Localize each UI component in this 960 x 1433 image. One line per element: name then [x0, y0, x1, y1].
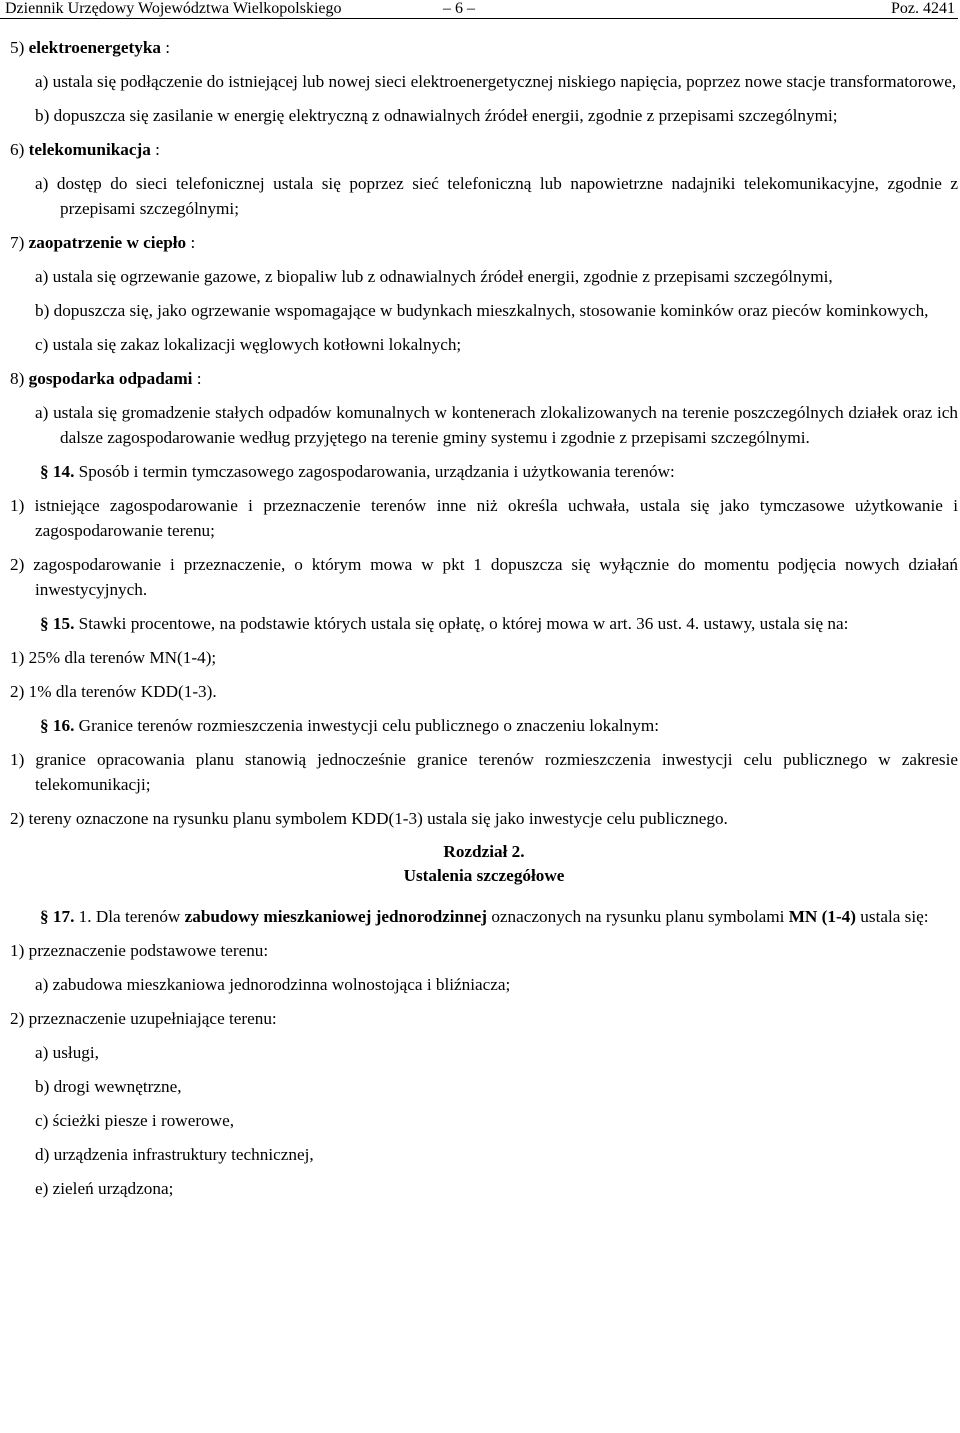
section-7-heading: 7) zaopatrzenie w ciepło : — [10, 233, 196, 252]
paragraph-17: § 17. 1. Dla terenów zabudowy mieszkaniowej jednorodzinnej oznaczonych na rysunku planu symbolami MN (1-4) ustala się: — [40, 907, 929, 926]
paragraph-14-label: § 14. — [40, 462, 75, 481]
paragraph-14-item-1: 1) istniejące zagospodarowanie i przeznaczenie terenów inne niż określa uchwała, ustala się jako tymczasowe użytkowanie i zagospodarowanie terenu; — [10, 496, 958, 540]
chapter-heading — [10, 840, 958, 888]
paragraph-17-item-1a: a) zabudowa mieszkaniowa jednorodzinna wolnostojąca i bliźniacza; — [35, 975, 511, 994]
paragraph-17-item-2a: a) usługi, — [35, 1043, 99, 1062]
paragraph-14: § 14. Sposób i termin tymczasowego zagospodarowania, urządzania i użytkowania terenów: — [40, 462, 675, 481]
paragraph-15-item-1: 1) 25% dla terenów MN(1-4); — [10, 648, 217, 667]
page-number: – 6 – — [443, 0, 475, 17]
section-5-item-a: a) ustala się podłączenie do istniejącej lub nowej sieci elektroenergetycznej niskiego napięcia, poprzez nowe stacje transformatorowe, — [35, 72, 957, 91]
paragraph-17-item-2b: b) drogi wewnętrzne, — [35, 1077, 182, 1096]
paragraph-16: § 16. Granice terenów rozmieszczenia inwestycji celu publicznego o znaczeniu lokalnym: — [40, 716, 659, 735]
paragraph-15: § 15. Stawki procentowe, na podstawie których ustala się opłatę, o której mowa w art. 36 ust. 4. ustawy, ustala się na: — [40, 614, 849, 633]
paragraph-16-item-1: 1) granice opracowania planu stanowią jednocześnie granice terenów rozmieszczenia inwestycji celu publicznego w zakresie telekomunikacji; — [10, 750, 958, 794]
paragraph-15-label: § 15. — [40, 614, 75, 633]
paragraph-17-item-1: 1) przeznaczenie podstawowe terenu: — [10, 941, 269, 960]
position-number: Poz. 4241 — [891, 0, 955, 17]
paragraph-17-label: § 17. — [40, 907, 75, 926]
section-8-item-a: a) ustala się gromadzenie stałych odpadów komunalnych w kontenerach zlokalizowanych na terenie poszczególnych działek oraz ich dalsze zagospodarowanie według przyjętego na terenie gminy systemu i zgodnie z przepisami szczególnymi. — [35, 403, 958, 447]
document-body — [10, 35, 958, 1210]
section-6-item-a: a) dostęp do sieci telefonicznej ustala się poprzez sieć telefoniczną lub napowietrzne nadajniki telekomunikacyjne, zgodnie z przepisami szczególnymi; — [35, 174, 958, 218]
section-7-item-a: a) ustala się ogrzewanie gazowe, z biopaliw lub z odnawialnych źródeł energii, zgodnie z przepisami szczególnymi, — [35, 267, 833, 286]
section-7-item-c: c) ustala się zakaz lokalizacji węglowych kotłowni lokalnych; — [35, 335, 462, 354]
paragraph-17-item-2c: c) ścieżki piesze i rowerowe, — [35, 1111, 234, 1130]
paragraph-17-item-2e: e) zieleń urządzona; — [35, 1179, 174, 1198]
paragraph-17-item-2d: d) urządzenia infrastruktury technicznej, — [35, 1145, 314, 1164]
journal-title: Dziennik Urzędowy Województwa Wielkopolskiego — [5, 0, 342, 17]
paragraph-14-item-2: 2) zagospodarowanie i przeznaczenie, o którym mowa w pkt 1 dopuszcza się wyłącznie do momentu podjęcia nowych działań inwestycyjnych. — [10, 555, 958, 599]
section-6-heading: 6) telekomunikacja : — [10, 140, 160, 159]
paragraph-16-item-2: 2) tereny oznaczone na rysunku planu symbolem KDD(1-3) ustala się jako inwestycje celu publicznego. — [10, 809, 728, 828]
paragraph-17-item-2: 2) przeznaczenie uzupełniające terenu: — [10, 1009, 277, 1028]
paragraph-15-item-2: 2) 1% dla terenów KDD(1-3). — [10, 682, 217, 701]
chapter-number: Rozdział 2. — [443, 842, 525, 861]
section-5-item-b: b) dopuszcza się zasilanie w energię elektryczną z odnawialnych źródeł energii, zgodnie z przepisami szczególnymi; — [35, 106, 838, 125]
section-8-heading: 8) gospodarka odpadami : — [10, 369, 202, 388]
header-rule — [0, 18, 958, 19]
section-7-item-b: b) dopuszcza się, jako ogrzewanie wspomagające w budynkach mieszkalnych, stosowanie kominków oraz pieców kominkowych, — [35, 301, 929, 320]
chapter-title: Ustalenia szczegółowe — [403, 866, 565, 885]
running-header — [0, 0, 960, 20]
paragraph-16-label: § 16. — [40, 716, 75, 735]
section-5-heading: 5) elektroenergetyka : — [10, 38, 171, 57]
